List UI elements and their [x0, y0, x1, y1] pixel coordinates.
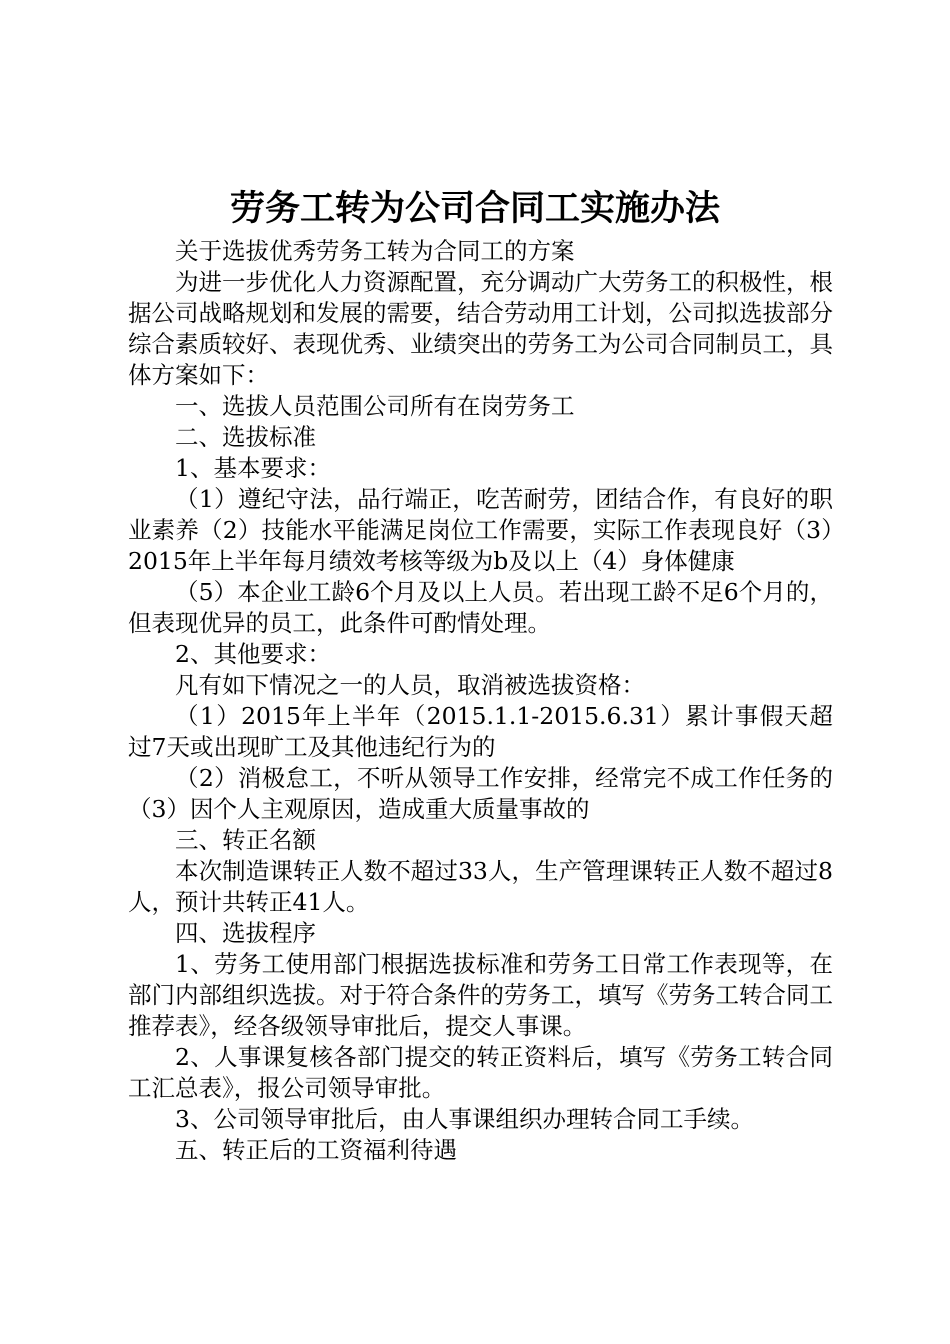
paragraph-disqualification-1: （1）2015年上半年（2015.1.1-2015.6.31）累计事假天超过7天或出现旷工及其他违纪行为的	[128, 702, 833, 761]
paragraph-procedure-2: 2、人事课复核各部门提交的转正资料后，填写《劳务工转合同工汇总表》，报公司领导审批。	[128, 1043, 833, 1102]
section-heading-criteria: 二、选拔标准	[175, 423, 316, 451]
section-heading-procedure: 四、选拔程序	[175, 919, 316, 947]
paragraph-procedure-1: 1、劳务工使用部门根据选拔标准和劳务工日常工作表现等，在部门内部组织选拔。对于符合条件的劳务工，填写《劳务工转合同工推荐表》，经各级领导审批后，提交人事课。	[128, 950, 833, 1040]
section-heading-benefits: 五、转正后的工资福利待遇	[175, 1136, 457, 1164]
paragraph-procedure-3: 3、公司领导审批后，由人事课组织办理转合同工手续。	[175, 1105, 754, 1133]
document-body	[128, 236, 833, 1166]
paragraph-quota: 本次制造课转正人数不超过33人，生产管理课转正人数不超过8人，预计共转正41人。	[128, 857, 833, 916]
paragraph-basic-items: （1）遵纪守法，品行端正，吃苦耐劳，团结合作，有良好的职业素养（2）技能水平能满足岗位工作需要，实际工作表现良好（3）2015年上半年每月绩效考核等级为b及以上（4）身体健康	[128, 485, 833, 575]
subsection-basic-requirements: 1、基本要求：	[175, 454, 331, 482]
section-heading-quota: 三、转正名额	[175, 826, 316, 854]
paragraph-proposal-heading: 关于选拔优秀劳务工转为合同工的方案	[175, 237, 575, 265]
paragraph-seniority: （5）本企业工龄6个月及以上人员。若出现工龄不足6个月的，但表现优异的员工，此条件可酌情处理。	[128, 578, 833, 637]
paragraph-disqualification-2-3: （2）消极怠工，不听从领导工作安排，经常完不成工作任务的（3）因个人主观原因，造成重大质量事故的	[128, 764, 833, 823]
subsection-other-requirements: 2、其他要求：	[175, 640, 331, 668]
paragraph-intro: 为进一步优化人力资源配置，充分调动广大劳务工的积极性，根据公司战略规划和发展的需要，结合劳动用工计划，公司拟选拔部分综合素质较好、表现优秀、业绩突出的劳务工为公司合同制员工，具体方案如下：	[128, 268, 833, 389]
document-title: 劳务工转为公司合同工实施办法	[229, 188, 720, 229]
section-heading-scope: 一、选拔人员范围公司所有在岗劳务工	[175, 392, 575, 420]
paragraph-disqualification-intro: 凡有如下情况之一的人员，取消被选拔资格：	[175, 671, 645, 699]
